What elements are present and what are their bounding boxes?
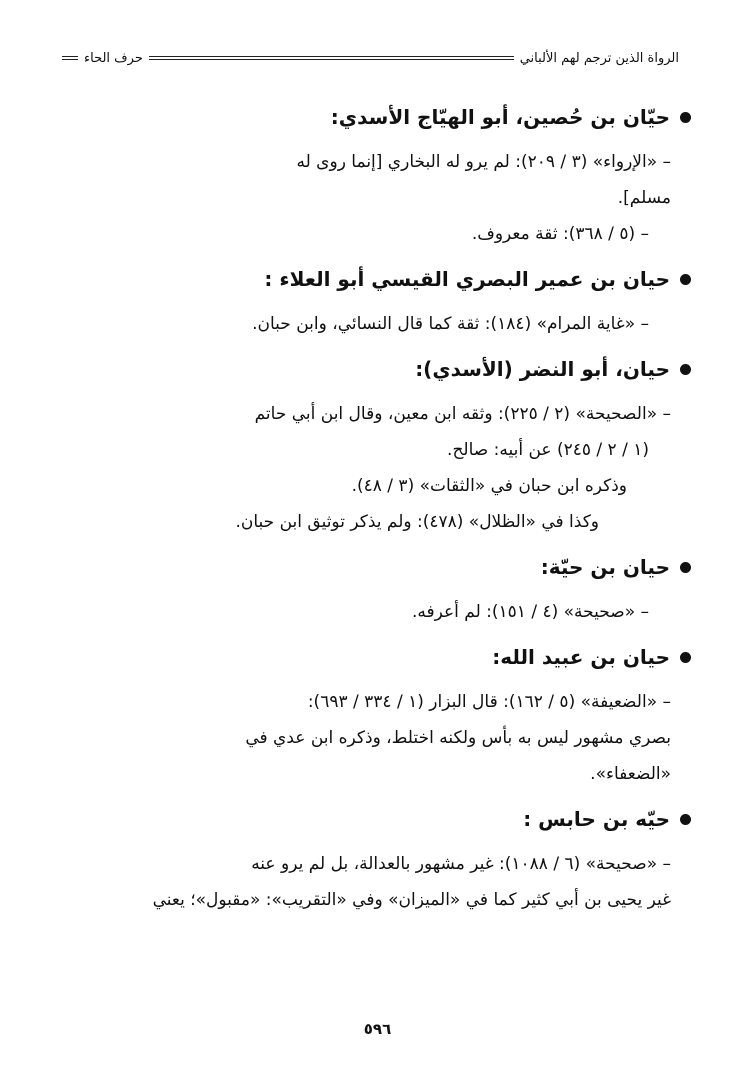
bullet-icon xyxy=(680,364,691,375)
bullet-icon xyxy=(680,274,691,285)
header-rule xyxy=(149,56,514,60)
entry-line: بصري مشهور ليس به بأس ولكنه اختلط، وذكره ابن عدي في xyxy=(245,728,671,748)
entry-name: حيان، أبو النضر (الأسدي): xyxy=(415,357,670,381)
entry-line: (١ / ٢ / ٢٤٥) عن أبيه: صالح. xyxy=(447,440,649,460)
entry-line: – «الصحيحة» (٢ / ٢٢٥): وثقه ابن معين، وقال ابن أبي حاتم xyxy=(254,404,671,424)
page-number: ٥٩٦ xyxy=(363,1020,392,1038)
entry-name: حيّه بن حابس : xyxy=(523,807,670,831)
entry-line: غير يحيى بن أبي كثير كما في «الميزان» وفي «التقريب»: «مقبول»؛ يعني xyxy=(152,890,671,910)
entry-name: حيان بن عمير البصري القيسي أبو العلاء : xyxy=(264,267,670,291)
chapter-title: حرف الحاء xyxy=(84,50,143,66)
bullet-icon xyxy=(680,112,691,123)
entry-name: حيان بن عبيد الله: xyxy=(492,645,670,669)
entry-name: حيان بن حيّة: xyxy=(540,555,670,579)
entry-name: حيّان بن حُصين، أبو الهيّاج الأسدي: xyxy=(330,105,670,129)
entry-line: – «صحيحة» (٦ / ١٠٨٨): غير مشهور بالعدالة، بل لم يرو عنه xyxy=(251,854,671,874)
entry-heading xyxy=(60,100,671,134)
entry-line: «الضعفاء». xyxy=(590,764,671,784)
entry-line: مسلم]. xyxy=(617,188,671,208)
entry-line: – «الإرواء» (٣ / ٢٠٩): لم يرو له البخاري [إنما روى له xyxy=(296,152,671,172)
header-mark xyxy=(62,56,78,60)
entry-heading xyxy=(60,262,671,296)
book-title: الرواة الذين ترجم لهم الألباني xyxy=(519,50,679,66)
entry-line: – «صحيحة» (٤ / ١٥١): لم أعرفه. xyxy=(411,602,649,622)
bullet-icon xyxy=(680,652,691,663)
entry-heading xyxy=(60,352,671,386)
bullet-icon xyxy=(680,814,691,825)
entry-heading xyxy=(60,640,671,674)
entry-line: وكذا في «الظلال» (٤٧٨): ولم يذكر توثيق ابن حبان. xyxy=(235,512,599,532)
entry-line: وذكره ابن حبان في «الثقات» (٣ / ٤٨). xyxy=(351,476,627,496)
entry-heading xyxy=(60,550,671,584)
running-header xyxy=(62,46,679,70)
entry-line: – (٥ / ٣٦٨): ثقة معروف. xyxy=(471,224,649,244)
entry-line: – «غاية المرام» (١٨٤): ثقة كما قال النسائي، وابن حبان. xyxy=(252,314,649,334)
entry-line: – «الضعيفة» (٥ / ١٦٢): قال البزار (١ / ٣٣٤ / ٦٩٣): xyxy=(307,692,671,712)
bullet-icon xyxy=(680,562,691,573)
page-body xyxy=(60,100,671,918)
entry-heading xyxy=(60,802,671,836)
